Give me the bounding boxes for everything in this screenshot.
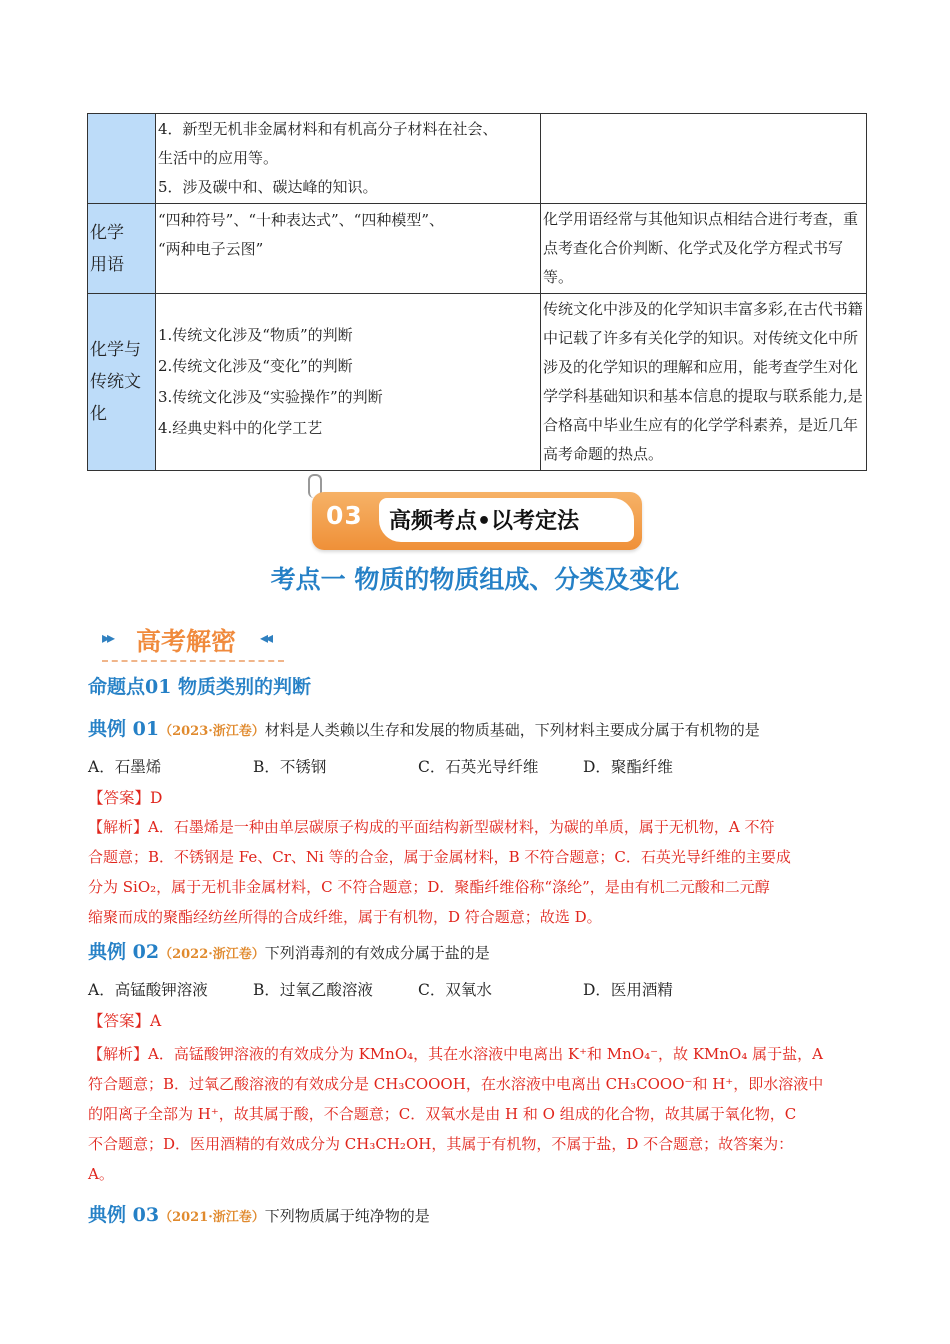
option: C．双氧水 bbox=[418, 981, 492, 999]
points-cell bbox=[156, 204, 541, 294]
analysis-text: 化学用语经常与其他知识点相结合进行考查，重点考查化合价判断、化学式及化学方程式书写等。 bbox=[543, 210, 859, 286]
example-label: 典例 02 bbox=[88, 941, 160, 963]
analysis-line: A。 bbox=[88, 1165, 114, 1183]
analysis-text: 传统文化中涉及的化学知识丰富多彩,在古代书籍中记载了许多有关化学的知识。对传统文化中所涉及的化学知识的理解和应用，能考查学生对化学学科基础知识和基本信息的提取与联系能力,是合格高中毕业生应有的化学学科素养，是近几年高考命题的热点。 bbox=[543, 300, 863, 463]
proposition-heading: 命题点01 物质类别的判断 bbox=[88, 676, 312, 698]
dashed-divider bbox=[102, 660, 284, 662]
analysis-block bbox=[88, 812, 863, 932]
analysis-block bbox=[88, 1039, 863, 1189]
section-label-block bbox=[98, 620, 288, 660]
analysis-line: 合题意；B．不锈钢是 Fe、Cr、Ni 等的合金，属于金属材料，B 不符合题意；C．石英光导纤维的主要成 bbox=[88, 848, 791, 866]
double-arrow-right-icon: ▸▸ bbox=[102, 628, 113, 647]
option: D．医用酒精 bbox=[583, 981, 673, 999]
example-source: （2021·浙江卷） bbox=[159, 1210, 265, 1225]
point-line: “四种符号”、“十种表达式”、“四种模型”、 bbox=[158, 211, 445, 229]
point-line: “两种电子云图” bbox=[158, 240, 264, 258]
category-line: 化学 bbox=[90, 222, 124, 243]
category-cell bbox=[88, 114, 156, 204]
example-source: （2022·浙江卷） bbox=[159, 947, 265, 962]
double-arrow-left-icon: ◂◂ bbox=[260, 628, 271, 647]
option: D．聚酯纤维 bbox=[583, 758, 673, 776]
answer: 【答案】D bbox=[88, 789, 163, 807]
example-text: 下列物质属于纯净物的是 bbox=[264, 1207, 430, 1225]
example-question bbox=[88, 714, 760, 741]
point-line: 生活中的应用等。 bbox=[158, 149, 279, 167]
category-line: 化学与 bbox=[90, 340, 141, 360]
analysis-line: 【解析】A．石墨烯是一种由单层碳原子构成的平面结构新型碳材料，为碳的单质，属于无机物，A 不符 bbox=[88, 818, 775, 836]
outline-table bbox=[87, 113, 867, 471]
point-line: 1.传统文化涉及“物质”的判断 bbox=[158, 326, 353, 344]
example-text: 材料是人类赖以生存和发展的物质基础，下列材料主要成分属于有机物的是 bbox=[264, 721, 760, 739]
category-line: 用语 bbox=[90, 254, 124, 275]
option: C．石英光导纤维 bbox=[418, 758, 539, 776]
category-line: 传统文 bbox=[90, 372, 141, 392]
analysis-line: 分为 SiO₂，属于无机非金属材料，C 不符合题意；D．聚酯纤维俗称“涤纶”，是由有机二元酸和二元醇 bbox=[88, 878, 770, 896]
option: A．高锰酸钾溶液 bbox=[88, 981, 208, 999]
analysis-line: 【解析】A．高锰酸钾溶液的有效成分为 KMnO₄，其在水溶液中电离出 K⁺和 MnO₄⁻，故 KMnO₄ 属于盐，A bbox=[88, 1045, 823, 1063]
point-line: 4．新型无机非金属材料和有机高分子材料在社会、 bbox=[158, 120, 498, 138]
point-line: 4.经典史料中的化学工艺 bbox=[158, 419, 323, 437]
option: A．石墨烯 bbox=[88, 758, 162, 776]
banner-inner bbox=[379, 498, 634, 542]
example-text: 下列消毒剂的有效成分属于盐的是 bbox=[264, 944, 490, 962]
points-cell bbox=[156, 114, 541, 204]
analysis-line: 符合题意；B．过氧乙酸溶液的有效成分是 CH₃COOOH，在水溶液中电离出 CH₃COOO⁻和 H⁺，即水溶液中 bbox=[88, 1075, 824, 1093]
category-cell bbox=[88, 294, 156, 471]
section-banner bbox=[312, 492, 642, 550]
table-row bbox=[88, 204, 867, 294]
option: B．过氧乙酸溶液 bbox=[253, 981, 373, 999]
points-cell bbox=[156, 294, 541, 471]
analysis-line: 缩聚而成的聚酯经纺丝所得的合成纤维，属于有机物，D 符合题意；故选 D。 bbox=[88, 908, 602, 926]
example-source: （2023·浙江卷） bbox=[159, 724, 265, 739]
option: B．不锈钢 bbox=[253, 758, 327, 776]
example-label: 典例 03 bbox=[88, 1204, 160, 1226]
example-question bbox=[88, 937, 490, 964]
analysis-line: 的阳离子全部为 H⁺，故其属于酸，不合题意；C．双氧水是由 H 和 O 组成的化合物，故其属于氧化物，C bbox=[88, 1105, 797, 1123]
table-row bbox=[88, 114, 867, 204]
example-question bbox=[88, 1200, 430, 1227]
analysis-line: 不合题意；D．医用酒精的有效成分为 CH₃CH₂OH，其属于有机物，不属于盐，D 不合题意；故答案为： bbox=[88, 1135, 794, 1153]
banner-number: 03 bbox=[326, 501, 363, 530]
point-line: 3.传统文化涉及“实验操作”的判断 bbox=[158, 388, 383, 406]
point-line: 2.传统文化涉及“变化”的判断 bbox=[158, 357, 353, 375]
analysis-cell bbox=[541, 204, 867, 294]
topic-heading: 考点一 物质的物质组成、分类及变化 bbox=[270, 565, 680, 594]
section-label: 高考解密 bbox=[136, 627, 237, 656]
example-label: 典例 01 bbox=[88, 718, 160, 740]
analysis-cell bbox=[541, 294, 867, 471]
banner-title: 高频考点•以考定法 bbox=[389, 509, 580, 534]
analysis-cell bbox=[541, 114, 867, 204]
category-line: 化 bbox=[90, 404, 107, 424]
category-cell bbox=[88, 204, 156, 294]
answer: 【答案】A bbox=[88, 1012, 162, 1030]
point-line: 5．涉及碳中和、碳达峰的知识。 bbox=[158, 178, 378, 196]
table-row bbox=[88, 294, 867, 471]
